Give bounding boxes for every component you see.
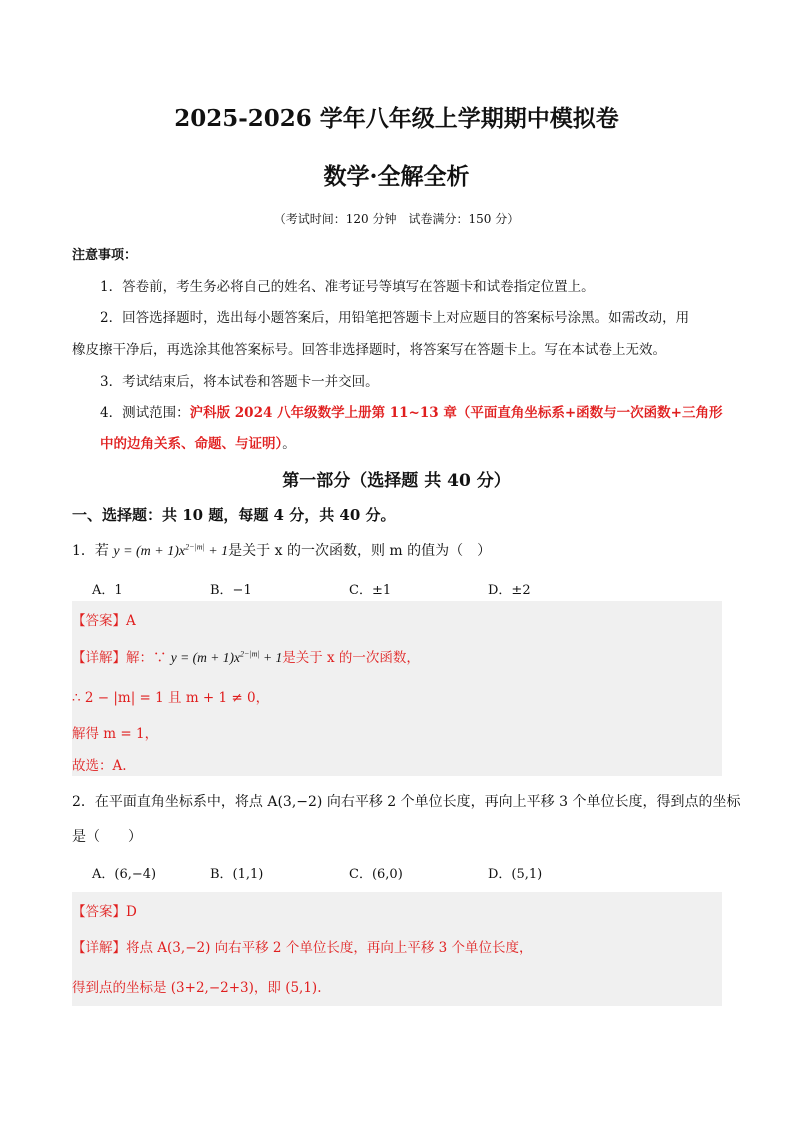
q1-option-c: C．±1 <box>349 583 392 598</box>
q1-detail-line3: 解得 m = 1， <box>72 726 159 742</box>
section-heading: 一、选择题：共 10 题，每题 4 分，共 40 分。 <box>72 506 396 524</box>
q1-option-a: A．1 <box>92 583 123 598</box>
q1-detail-intro: 解：∵ <box>126 650 171 666</box>
question-2-stem-line1: 2．在平面直角坐标系中，将点 A(3,−2) 向右平移 2 个单位长度，再向上平移 3 个单位长度，得到点的坐标 <box>72 794 741 810</box>
q1-detail-equation-tail: + 1 <box>259 650 283 665</box>
page-title: 2025-2026 学年八年级上学期期中模拟卷 <box>174 105 619 132</box>
q2-option-b: B．(1,1) <box>210 867 264 882</box>
note-3: 3．考试结束后，将本试卷和答题卡一并交回。 <box>100 374 379 390</box>
note-4-scope-cont: 中的边角关系、命题、与证明） <box>100 436 283 452</box>
q2-option-a: A．(6,−4) <box>92 867 157 882</box>
note-1: 1．答卷前，考生务必将自己的姓名、准考证号等填写在答题卡和试卷指定位置上。 <box>100 279 595 295</box>
q1-detail-label: 【详解】 <box>72 650 126 666</box>
q1-exponent: 2−|m| <box>185 542 205 552</box>
page-subtitle: 数学·全解全析 <box>323 163 470 190</box>
part-heading: 第一部分（选择题 共 40 分） <box>282 471 511 491</box>
note-4-line1 <box>100 401 722 421</box>
note-2-line1: 2．回答选择题时，选出每小题答案后，用铅笔把答题卡上对应题目的答案标号涂黑。如需改动，用 <box>100 310 690 326</box>
q1-option-d: D．±2 <box>488 583 531 598</box>
question-1-stem <box>72 540 491 560</box>
question-2-stem-line2: 是（ ） <box>72 829 142 845</box>
q1-detail-exponent: 2−|m| <box>240 649 260 659</box>
exam-info: （考试时间：120 分钟 试卷满分：150 分） <box>273 212 520 226</box>
q1-detail-reason: 是关于 x 的一次函数， <box>282 650 420 666</box>
q1-answer: 【答案】A <box>72 613 136 629</box>
q1-detail-line2: ∴ 2 − |m| = 1 且 m + 1 ≠ 0， <box>72 690 270 706</box>
q1-number: 1．若 <box>72 543 114 559</box>
note-4-suffix: 。 <box>282 436 296 452</box>
note-4-line2 <box>100 432 296 452</box>
q1-option-b: B．−1 <box>210 583 252 598</box>
q1-detail-line4: 故选：A. <box>72 758 127 774</box>
q1-equation-tail: + 1 <box>204 544 229 559</box>
note-4-prefix: 4．测试范围： <box>100 405 190 421</box>
q2-option-d: D．(5,1) <box>488 867 543 882</box>
q1-detail-line1 <box>72 646 420 666</box>
note-4-scope: 沪科版 2024 八年级数学上册第 11~13 章（平面直角坐标系+函数与一次函数+三角形 <box>189 405 723 421</box>
q2-detail-line2: 得到点的坐标是 (3+2,−2+3)，即 (5,1). <box>72 980 322 996</box>
q2-detail-line1: 【详解】将点 A(3,−2) 向右平移 2 个单位长度，再向上平移 3 个单位长度， <box>72 940 533 956</box>
q1-detail-equation: y = (m + 1)x <box>170 650 240 665</box>
q2-option-c: C．(6,0) <box>349 867 403 882</box>
q1-equation: y = (m + 1)x <box>113 544 186 559</box>
note-2-line2: 橡皮擦干净后，再选涂其他答案标号。回答非选择题时，将答案写在答题卡上。写在本试卷上无效。 <box>72 342 666 358</box>
notes-heading: 注意事项： <box>72 248 138 263</box>
q1-stem-tail: 是关于 x 的一次函数，则 m 的值为（ ） <box>228 543 492 559</box>
q2-answer: 【答案】D <box>72 904 137 920</box>
